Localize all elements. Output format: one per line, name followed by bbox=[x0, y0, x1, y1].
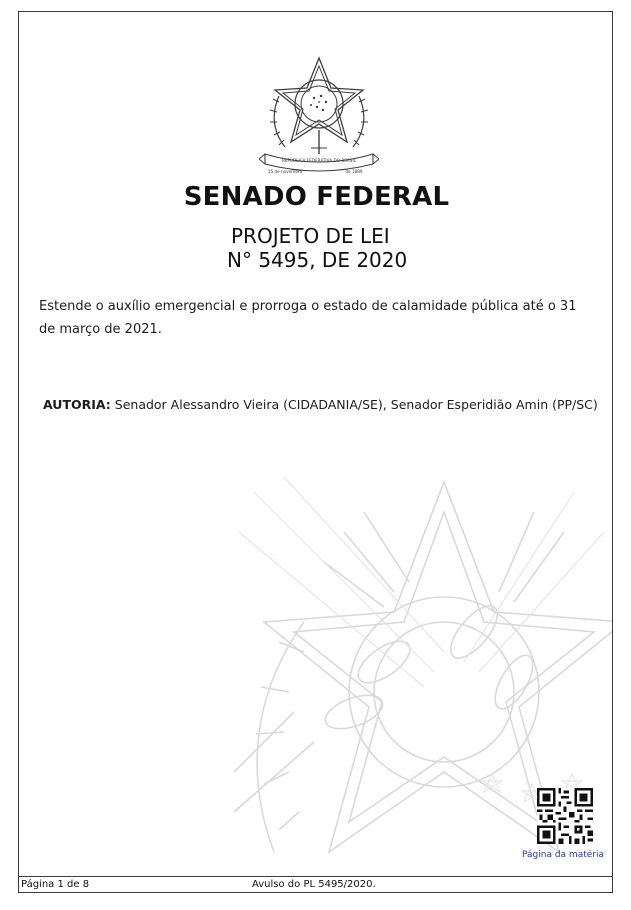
crest-date-right: de 1889 bbox=[345, 169, 363, 174]
avulso-label: Avulso do PL 5495/2020. bbox=[252, 879, 376, 890]
bill-summary: Estende o auxílio emergencial e prorroga o estado de calamidade pública até o 31 de março de 2021. bbox=[39, 299, 577, 337]
page-title: SENADO FEDERAL bbox=[183, 182, 450, 212]
page-link[interactable]: Página da matéria bbox=[522, 850, 604, 860]
authorship-label: AUTORIA: bbox=[43, 397, 111, 412]
bill-type: PROJETO DE LEI bbox=[231, 224, 390, 248]
document-page bbox=[18, 11, 613, 877]
crest-ribbon-text: REPÚBLICA FEDERATIVA DO BRASIL bbox=[281, 158, 357, 163]
bill-number: N° 5495, DE 2020 bbox=[227, 248, 408, 272]
crest-date-left: 15 de novembro bbox=[267, 169, 303, 174]
qr-code-icon[interactable] bbox=[537, 788, 593, 844]
authorship-text: Senador Alessandro Vieira (CIDADANIA/SE), Senador Esperidião Amin (PP/SC) bbox=[114, 397, 598, 412]
authorship-line bbox=[43, 397, 603, 412]
brazil-coat-of-arms-icon bbox=[259, 52, 379, 177]
page-indicator: Página 1 de 8 bbox=[21, 879, 90, 890]
